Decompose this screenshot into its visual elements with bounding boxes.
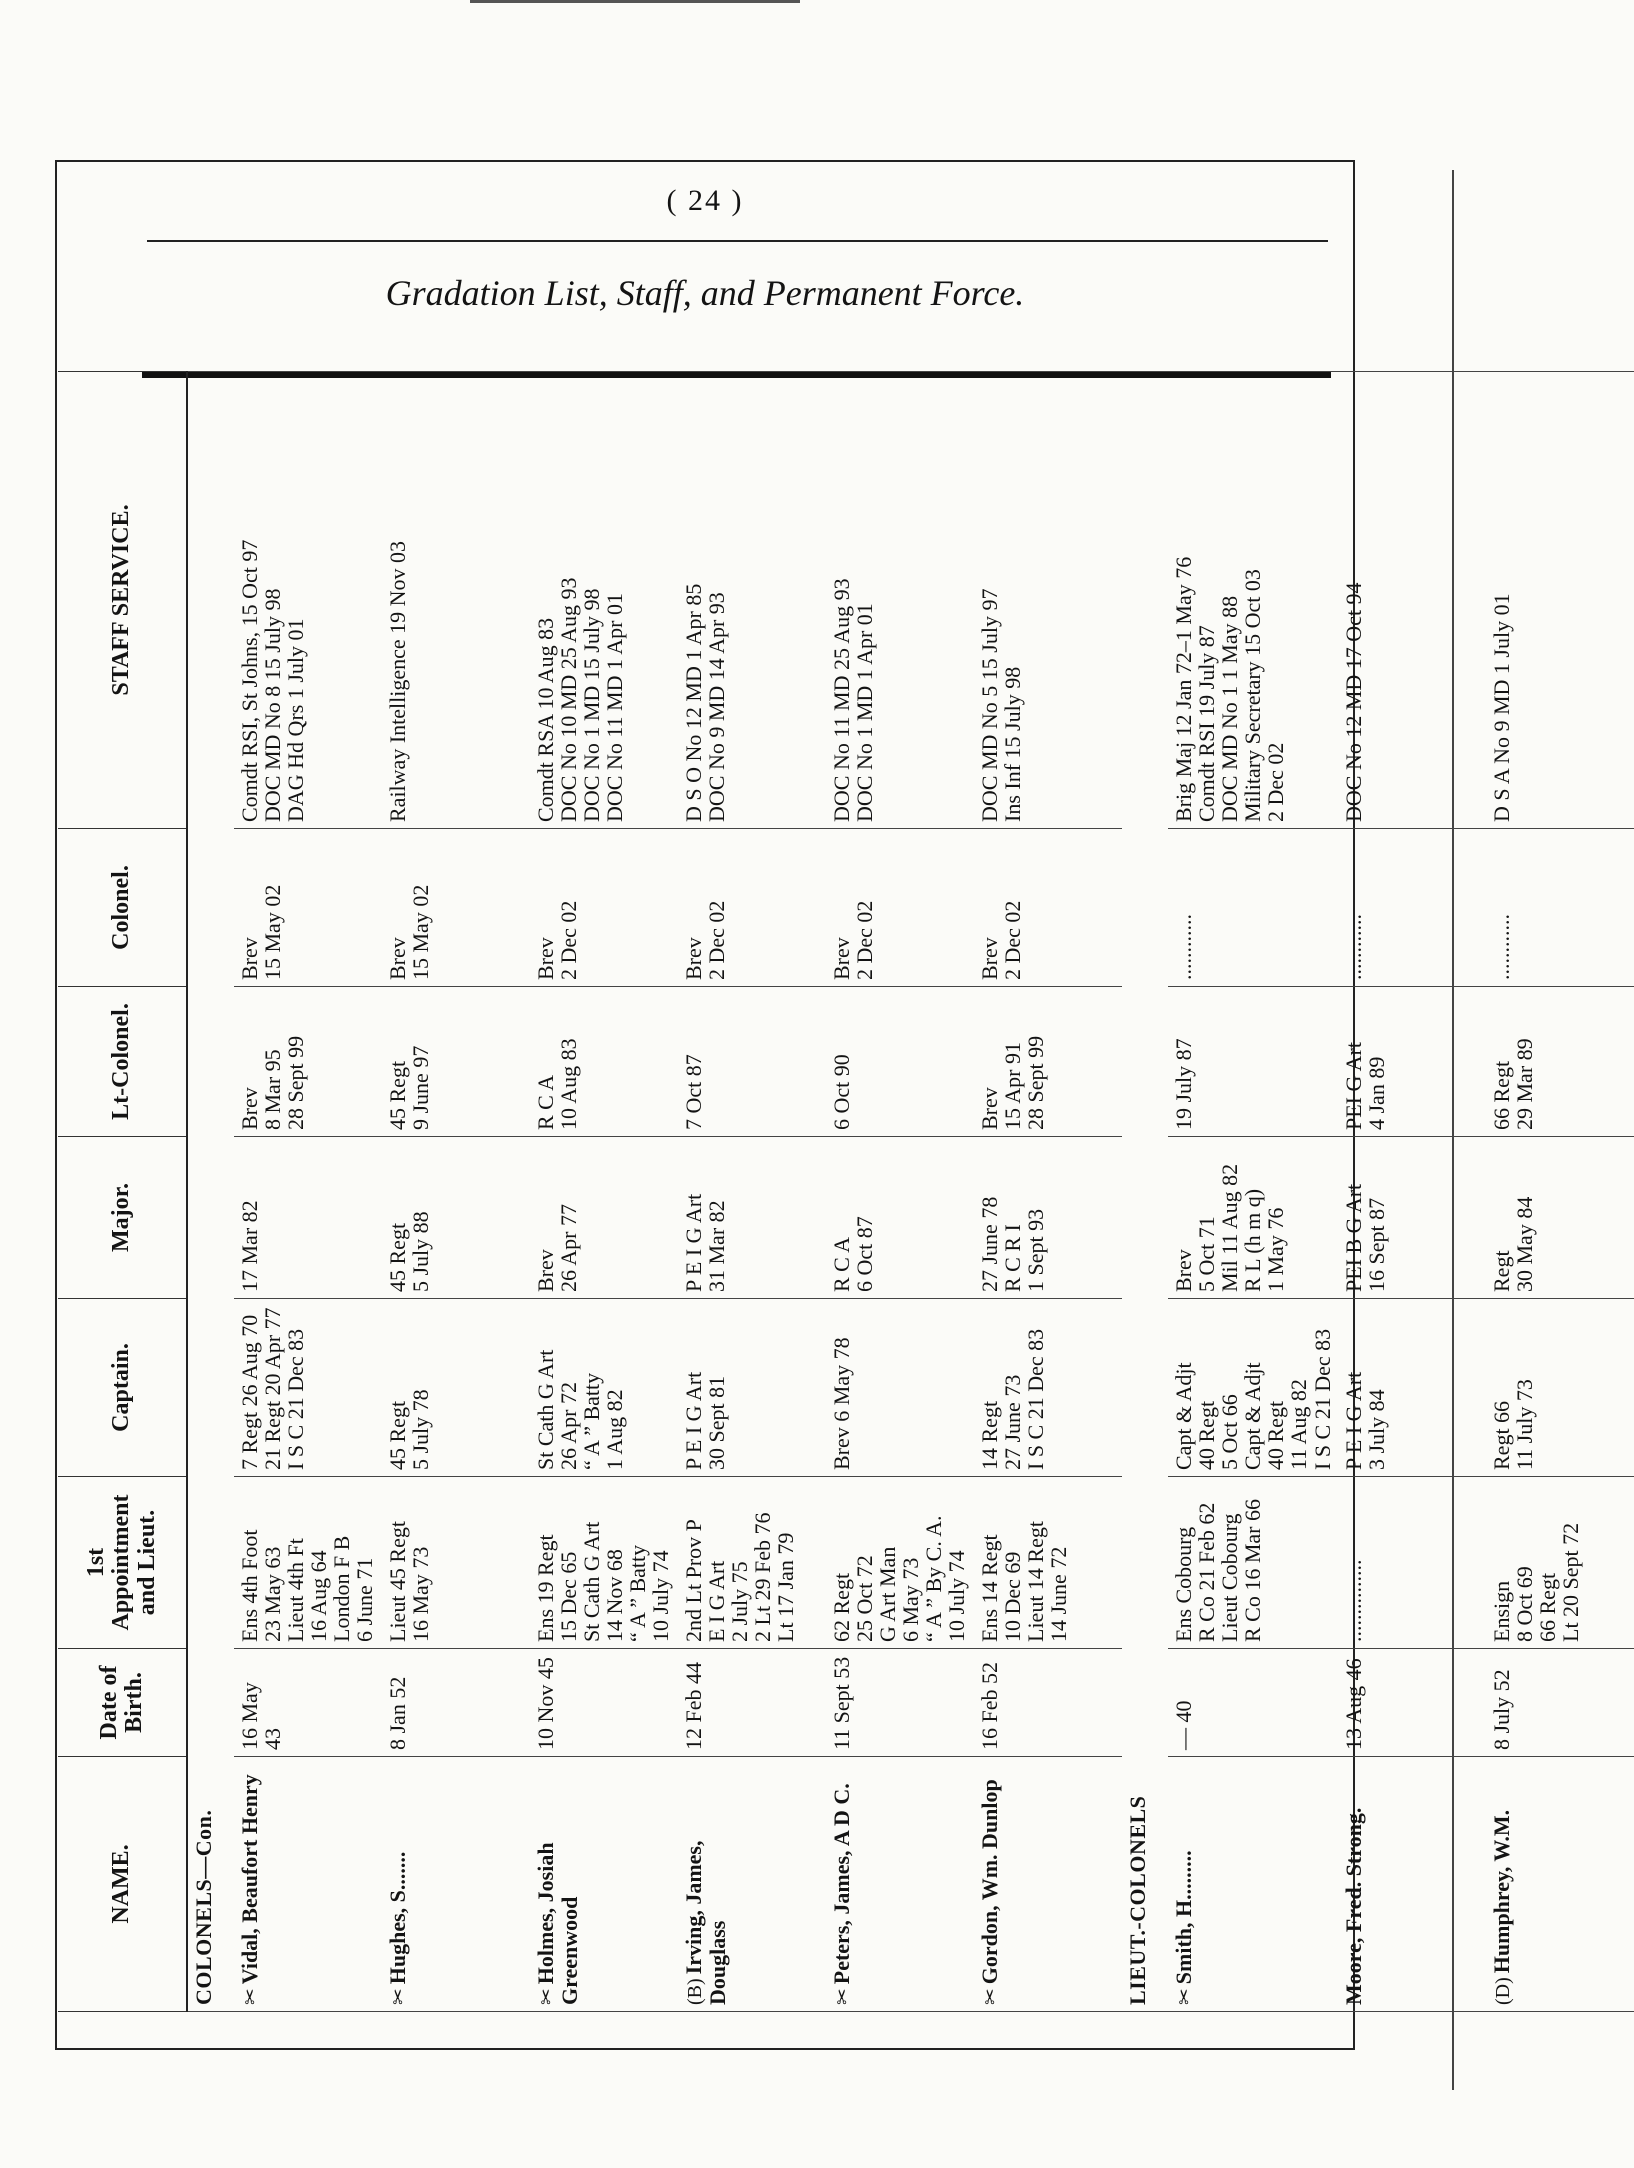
cell-line: Comdt RSI, St Johns, 15 Oct 97 [237,539,262,822]
table-row [382,372,530,2012]
cell-line: 2 Dec 02 [556,900,582,980]
cell-line: 15 Apr 91 [1000,1042,1026,1130]
lt-colonel-cell [1338,987,1486,1137]
major-cell [974,1137,1122,1299]
section-row-colonels [187,372,234,2012]
lt-colonel-cell [826,987,974,1137]
cell-line: 14 June 72 [1046,1546,1072,1642]
cell-line: Ens Cobourg [1171,1526,1196,1642]
cell-line: 10 Nov 45 [533,1657,558,1750]
colonel-cell [826,829,974,987]
cell-line: Brev [829,937,854,980]
captain-cell [678,1299,826,1477]
cell-line: 2 Dec 02 [1000,900,1026,980]
cell-line: 15 May 02 [408,884,434,980]
captain-cell [530,1299,678,1477]
cell-line: 1 May 76 [1263,1207,1289,1292]
cell-line: I S C 21 Dec 83 [283,1328,309,1470]
letter-mark: (B) [684,1978,706,2005]
captain-cell [234,1299,382,1477]
captain-cell [1486,1299,1634,1477]
cell-line: 15 Dec 65 [556,1551,582,1642]
staff-service-cell [974,372,1122,829]
cell-line: 8 July 52 [1488,1669,1514,1750]
name-cell [1168,1757,1338,2012]
page-number: ( 24 ) [666,184,744,217]
section-label-colonels: COLONELS—Con. [191,1809,216,2005]
cell-line: 16 Sept 87 [1363,1197,1389,1292]
date-of-birth-cell [234,1649,382,1757]
cell-line: 62 Regt [829,1572,854,1642]
scissors-mark-icon: ✂ [980,1988,1002,2005]
scanned-edge-mark [470,0,800,11]
header-staff-service: STAFF SERVICE. [58,372,187,829]
cell-line: Regt [1488,1250,1514,1292]
colonel-cell [1338,829,1486,987]
cell-line: Brev [977,1087,1002,1130]
cell-line: 10 Dec 69 [1000,1551,1026,1642]
cell-line: 26 Apr 77 [556,1204,582,1292]
cell-line: Brev [533,937,558,980]
cell-line: 16 Aug 64 [306,1550,332,1642]
cell-line: 23 May 63 [260,1546,286,1642]
header-major: Major. [58,1137,187,1299]
officer-name: Vidal, Beaufort Henry [237,1774,262,1985]
cell-line: Lieut 45 Regt [385,1521,410,1642]
table-row [678,372,826,2012]
cell-line: 10 July 74 [648,1550,674,1642]
cell-line: 4 Jan 89 [1363,1056,1389,1130]
staff-service-cell [234,372,382,829]
cell-line: 13 Aug 46 [1340,1658,1366,1750]
cell-line: DOC No 10 MD 25 Aug 93 [556,577,582,822]
officer-name: Humphrey, W.M. [1488,1809,1514,1974]
first-appointment-cell [382,1477,530,1649]
first-appointment-cell [678,1477,826,1649]
first-appointment-cell [530,1477,678,1649]
lt-colonel-cell [974,987,1122,1137]
cell-line: St Cath G Art [579,1521,605,1642]
cell-line: 6 May 73 [898,1557,924,1642]
date-of-birth-cell [382,1649,530,1757]
cell-line: 26 Apr 72 [556,1382,582,1470]
cell-line: 10 July 74 [944,1550,970,1642]
cell-line: 2 July 75 [727,1561,753,1642]
cell-line: DOC MD No 1 1 May 88 [1217,595,1243,822]
cell-line: DOC No 12 MD 17 Oct 94 [1340,582,1366,822]
cell-line: 66 Regt [1488,1060,1514,1130]
cell-line: 45 Regt [385,1060,410,1130]
cell-line: 15 May 02 [260,884,286,980]
cell-line: Lt 17 Jan 79 [773,1532,799,1642]
major-cell [1486,1137,1634,1299]
cell-line: London F B [329,1535,355,1642]
cell-line: 3 July 84 [1363,1389,1389,1470]
cell-line: Brev [385,937,410,980]
captain-cell [826,1299,974,1477]
major-cell [382,1137,530,1299]
cell-line: 21 Regt 20 Apr 77 [260,1307,286,1470]
cell-line: 40 Regt [1263,1400,1289,1470]
cell-line: 5 July 88 [408,1211,434,1292]
cell-line: PEI G Art [1340,1042,1366,1130]
cell-line: Brev [977,937,1002,980]
table-row [1486,372,1634,2012]
table-row [1338,372,1486,2012]
colonel-cell [678,829,826,987]
cell-line: 2 Dec 02 [1263,742,1289,822]
table-row [974,372,1122,2012]
cell-line: 19 July 87 [1171,1038,1196,1130]
table-row [530,372,678,2012]
date-of-birth-cell [678,1649,826,1757]
cell-line: 7 Regt 26 Aug 70 [237,1314,262,1470]
officer-name: Hughes, S....... [385,1851,410,1985]
cell-line: Ins Inf 15 July 98 [1000,666,1026,822]
cell-line: 8 Jan 52 [385,1676,410,1750]
cell-line: G Art Man [875,1546,901,1642]
header-captain: Captain. [58,1299,187,1477]
section-row-lieut-colonels [1122,372,1168,2012]
first-appointment-cell [1338,1477,1486,1649]
cell-line: Ensign [1488,1580,1514,1642]
cell-line: 1 Aug 82 [602,1389,628,1470]
cell-line: P E I G Art [681,1193,706,1292]
cell-line: 7 Oct 87 [681,1054,706,1130]
cell-line: I S C 21 Dec 83 [1309,1328,1335,1470]
cell-line: 1 Sept 93 [1023,1208,1049,1292]
cell-line: P E I G Art [681,1371,706,1470]
officer-name: Holmes, Josiah Greenwood [533,1842,582,2005]
staff-service-cell [826,372,974,829]
cell-line: 16 Feb 52 [977,1662,1002,1750]
section-label-lieut-colonels: LIEUT.-COLONELS [1125,1795,1150,2005]
first-appointment-cell [974,1477,1122,1649]
cell-line: 16 May 43 [237,1682,286,1750]
cell-line: DAG Hd Qrs 1 July 01 [283,618,309,822]
colonel-cell [1486,829,1634,987]
scissors-mark-icon: ✂ [536,1988,558,2005]
cell-line: R L (h m q) [1240,1188,1266,1292]
cell-line: 14 Regt [977,1400,1002,1470]
cell-line: 45 Regt [385,1400,410,1470]
officer-name: Irving, James, Douglass [681,1840,730,2005]
captain-cell [1168,1299,1338,1477]
captain-cell [382,1299,530,1477]
captain-cell [974,1299,1122,1477]
letter-mark: (D) [1491,1977,1514,2005]
major-cell [530,1137,678,1299]
cell-line: Capt & Adjt [1240,1362,1266,1470]
scissors-mark-icon: ✂ [1174,1988,1196,2005]
cell-line: 11 Sept 53 [829,1656,854,1750]
cell-line: 10 Aug 83 [556,1038,582,1130]
cell-line: D S O No 12 MD 1 Apr 85 [681,583,706,822]
cell-line: R Co 21 Feb 62 [1194,1502,1220,1642]
lt-colonel-cell [1486,987,1634,1137]
cell-line: Lt 20 Sept 72 [1557,1522,1583,1642]
cell-line: 45 Regt [385,1222,410,1292]
cell-line: 5 Oct 71 [1194,1216,1220,1292]
officer-name: Gordon, Wm. Dunlop [977,1779,1002,1985]
cell-line: Brev [237,1087,262,1130]
cell-line: DOC No 1 MD 1 Apr 01 [852,603,878,822]
cell-line: E I G Art [704,1560,730,1642]
table-header-row [58,372,187,2012]
cell-line: 5 Oct 66 [1217,1394,1243,1470]
cell-line: DOC No 9 MD 14 Apr 93 [704,592,730,822]
name-cell [1486,1757,1634,2012]
cell-line: 28 Sept 99 [283,1035,309,1130]
cell-line: — 40 [1171,1700,1196,1750]
date-of-birth-cell [826,1649,974,1757]
major-cell [234,1137,382,1299]
header-name: NAME. [58,1757,187,2012]
staff-service-cell [1486,372,1634,829]
name-cell [382,1757,530,2012]
cell-line: Ens 4th Foot [237,1529,262,1642]
cell-line: Railway Intelligence 19 Nov 03 [385,540,410,822]
major-cell [1338,1137,1486,1299]
rotated-table-area [58,372,1583,2012]
cell-line: ............ [1488,914,1514,980]
cell-line: ............ [1171,914,1196,980]
cell-line: Brev 6 May 78 [829,1337,854,1470]
cell-line: R Co 16 Mar 66 [1240,1499,1266,1642]
officer-name: Peters, James, A D C. [829,1783,854,1985]
first-appointment-cell [234,1477,382,1649]
cell-line: Lieut Cobourg [1217,1513,1243,1642]
cell-line: Ens 14 Regt [977,1534,1002,1642]
cell-line: 40 Regt [1194,1400,1220,1470]
cell-line: D S A No 9 MD 1 July 01 [1488,593,1514,822]
cell-line: Mil 11 Aug 82 [1217,1163,1243,1292]
cell-line: Brev [533,1249,558,1292]
cell-line: P E I G Art [1340,1371,1366,1470]
table-row [826,372,974,2012]
lt-colonel-cell [382,987,530,1137]
major-cell [826,1137,974,1299]
officer-name: Moore, Fred. Strong. [1340,1807,1366,2005]
cell-line: 11 July 73 [1511,1379,1537,1470]
page-title: Gradation List, Staff, and Permanent Force. [385,273,1025,313]
cell-line: Comdt RSI 19 July 87 [1194,625,1220,822]
cell-line: Lieut 4th Ft [283,1538,309,1642]
cell-line: Military Secretary 15 Oct 03 [1240,569,1266,822]
cell-line: 16 May 73 [408,1546,434,1642]
cell-line: 6 Oct 87 [852,1216,878,1292]
cell-line: 5 July 78 [408,1389,434,1470]
cell-line: 31 Mar 82 [704,1200,730,1292]
date-of-birth-cell [530,1649,678,1757]
gradation-table-container [58,372,1583,2012]
cell-line: 30 May 84 [1511,1196,1537,1292]
date-of-birth-cell [1486,1649,1634,1757]
cell-line: Regt 66 [1488,1400,1514,1470]
table-body [187,372,1634,2012]
name-cell [974,1757,1122,2012]
cell-line: 6 June 71 [352,1557,378,1642]
cell-line: Capt & Adjt [1171,1362,1196,1470]
cell-line: PEI B G Art [1340,1183,1366,1292]
cell-line: DOC MD No 5 15 July 97 [977,588,1002,822]
cell-line: R C R I [1000,1224,1026,1292]
first-appointment-cell [1168,1477,1338,1649]
cell-line: 29 Mar 89 [1511,1038,1537,1130]
cell-line: DOC No 11 MD 25 Aug 93 [829,578,854,822]
cell-line: R C A [829,1236,854,1292]
lt-colonel-cell [530,987,678,1137]
cell-line: “ A ” By C. A. [921,1515,947,1642]
name-cell [1338,1757,1486,2012]
name-cell [826,1757,974,2012]
cell-line: 27 June 78 [977,1196,1002,1292]
lt-colonel-cell [678,987,826,1137]
staff-service-cell [1168,372,1338,829]
cell-line: DOC MD No 8 15 July 98 [260,588,286,822]
name-cell [234,1757,382,2012]
colonel-cell [530,829,678,987]
colonel-cell [382,829,530,987]
colonel-cell [234,829,382,987]
major-cell [1168,1137,1338,1299]
cell-line: “ A ” Batty [579,1372,605,1470]
cell-line: “ A ” Batty [625,1544,651,1642]
header-first-appointment: 1st Appointment and Lieut. [58,1477,187,1649]
cell-line: 2 Dec 02 [852,900,878,980]
cell-line: Lieut 14 Regt [1023,1521,1049,1642]
name-cell [678,1757,826,2012]
cell-line: Comdt RSA 10 Aug 83 [533,617,558,822]
cell-line: ............ [1340,914,1366,980]
cell-line: DOC No 1 MD 15 July 98 [579,588,605,822]
cell-line: I S C 21 Dec 83 [1023,1328,1049,1470]
colonel-cell [1168,829,1338,987]
cell-line: DOC No 11 MD 1 Apr 01 [602,593,628,822]
lt-colonel-cell [1168,987,1338,1137]
cell-line: R C A [533,1074,558,1130]
cell-line: 28 Sept 99 [1023,1035,1049,1130]
date-of-birth-cell [1338,1649,1486,1757]
staff-service-cell [1338,372,1486,829]
cell-line: 25 Oct 72 [852,1555,878,1642]
cell-line: 11 Aug 82 [1286,1379,1312,1470]
first-appointment-cell [826,1477,974,1649]
cell-line: 17 Mar 82 [237,1200,262,1292]
scissors-mark-icon: ✂ [240,1988,262,2005]
header-rule [147,240,1328,242]
cell-line: 14 Nov 68 [602,1549,628,1642]
cell-line: 66 Regt [1534,1572,1560,1642]
cell-line: 27 June 73 [1000,1374,1026,1470]
cell-line: Brev [1171,1249,1196,1292]
cell-line: ............... [1340,1559,1366,1642]
scissors-mark-icon: ✂ [388,1988,410,2005]
gradation-table [58,371,1634,2012]
table-row [1168,372,1338,2012]
header-colonel: Colonel. [58,829,187,987]
first-appointment-cell [1486,1477,1634,1649]
staff-service-cell [530,372,678,829]
cell-line: Brev [681,937,706,980]
cell-line: St Cath G Art [533,1349,558,1470]
cell-line: 9 June 97 [408,1045,434,1130]
cell-line: 6 Oct 90 [829,1054,854,1130]
header-date-of-birth: Date of Birth. [58,1649,187,1757]
cell-line: 2 Lt 29 Feb 76 [750,1512,776,1642]
cell-line: 30 Sept 81 [704,1375,730,1470]
colonel-cell [974,829,1122,987]
cell-line: Ens 19 Regt [533,1534,558,1642]
scissors-mark-icon: ✂ [832,1988,854,2005]
cell-line: Brig Maj 12 Jan 72–1 May 76 [1171,556,1196,822]
captain-cell [1338,1299,1486,1477]
major-cell [678,1137,826,1299]
staff-service-cell [678,372,826,829]
cell-line: 8 Mar 95 [260,1049,286,1130]
lt-colonel-cell [234,987,382,1137]
cell-line: 2 Dec 02 [704,900,730,980]
date-of-birth-cell [1168,1649,1338,1757]
staff-service-cell [382,372,530,829]
cell-line: Brev [237,937,262,980]
cell-line: 12 Feb 44 [681,1662,706,1750]
cell-line: 8 Oct 69 [1511,1566,1537,1642]
name-cell [530,1757,678,2012]
officer-name: Smith, H......... [1171,1850,1196,1985]
header-lt-colonel: Lt-Colonel. [58,987,187,1137]
date-of-birth-cell [974,1649,1122,1757]
cell-line: 2nd Lt Prov P [681,1519,706,1642]
table-row [234,372,382,2012]
